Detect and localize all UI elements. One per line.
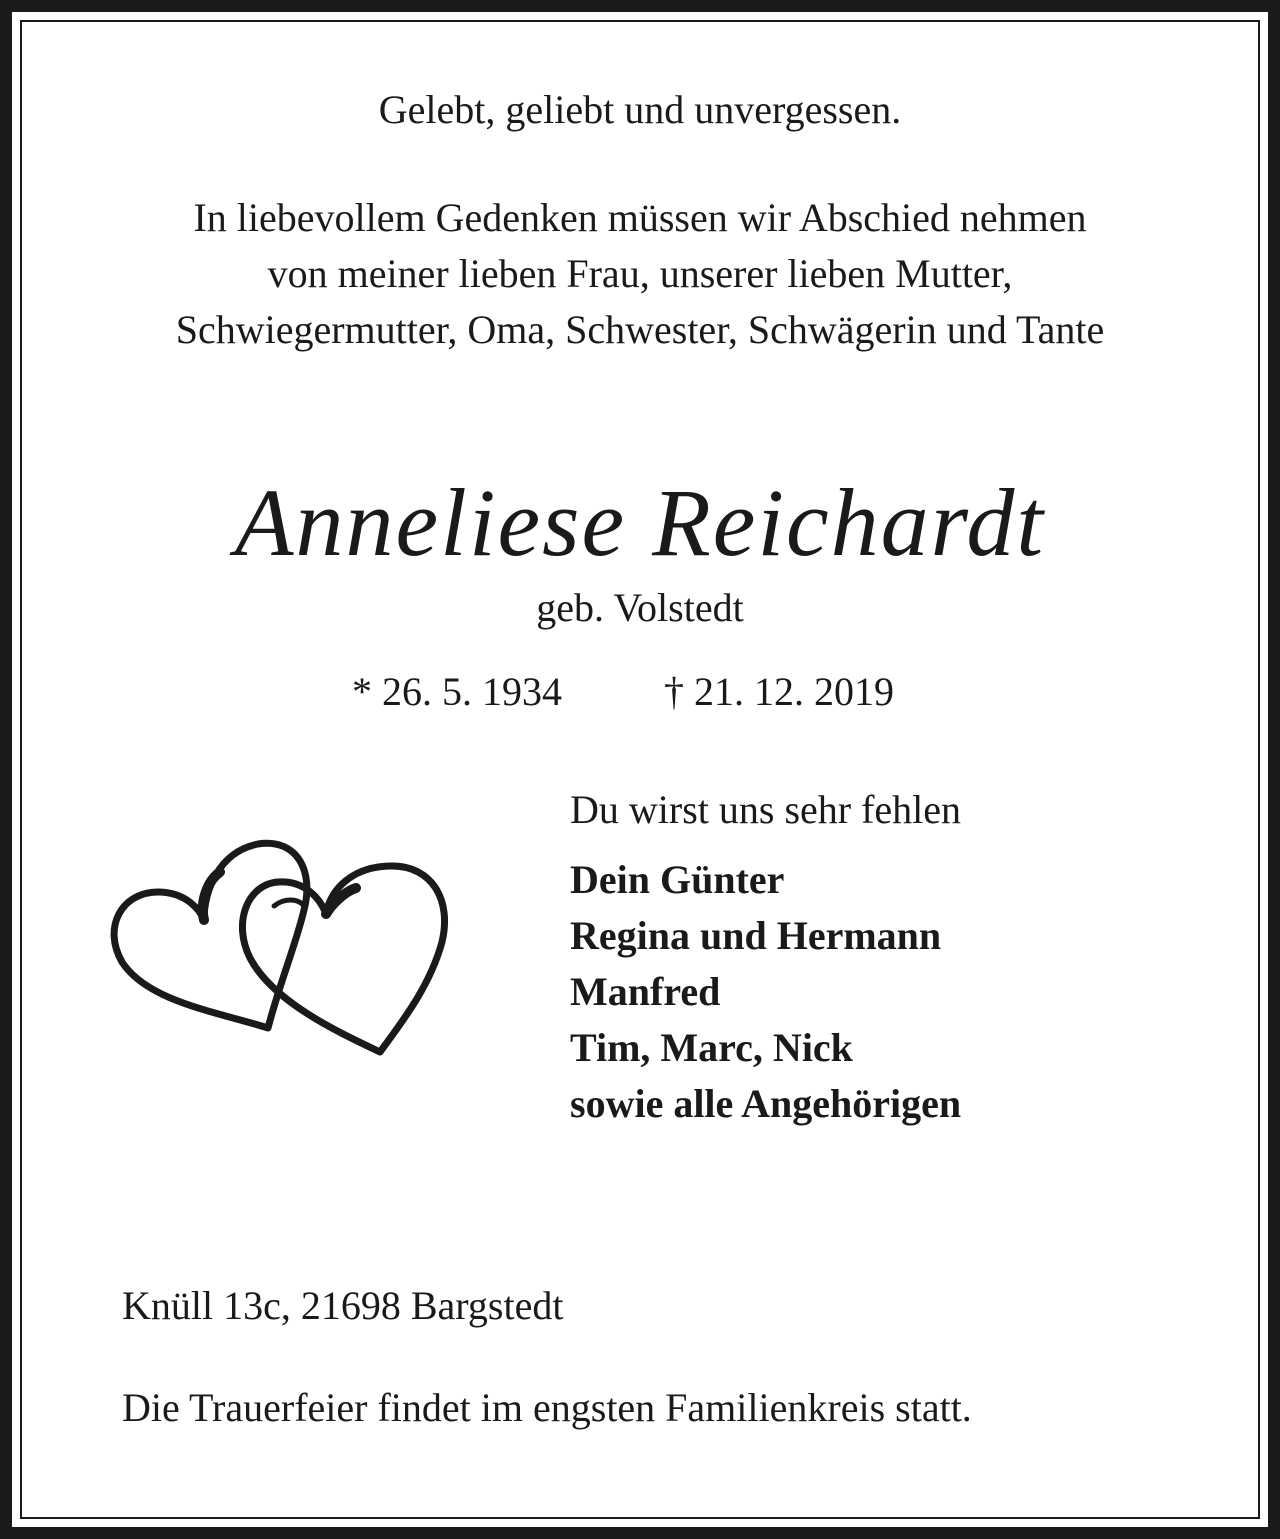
intro-text xyxy=(0,190,1280,358)
deceased-name: Anneliese Reichardt xyxy=(234,469,1046,576)
birth-date: * 26. 5. 1934 xyxy=(352,669,562,714)
mourner-line: Tim, Marc, Nick xyxy=(570,1025,853,1070)
mourner-line: sowie alle Angehörigen xyxy=(570,1081,962,1126)
mourner-line: Regina und Hermann xyxy=(570,913,942,958)
intro-line: Schwiegermutter, Oma, Schwester, Schwägerin und Tante xyxy=(175,307,1105,352)
death-date: † 21. 12. 2019 xyxy=(664,669,894,714)
service-note: Die Trauerfeier findet im engsten Familienkreis statt. xyxy=(122,1385,972,1430)
signoff-text: Du wirst uns sehr fehlen xyxy=(570,787,962,832)
intro-line: von meiner lieben Frau, unserer lieben Mutter, xyxy=(267,251,1013,296)
address: Knüll 13c, 21698 Bargstedt xyxy=(122,1283,564,1328)
mourner-line: Manfred xyxy=(570,969,721,1014)
mourners-list xyxy=(570,852,961,1132)
life-dates xyxy=(0,664,1280,720)
motto: Gelebt, geliebt und unvergessen. xyxy=(378,87,902,132)
maiden-name: geb. Volstedt xyxy=(536,585,744,630)
mourner-line: Dein Günter xyxy=(570,857,785,902)
two-hearts-icon xyxy=(108,832,460,1068)
intro-line: In liebevollem Gedenken müssen wir Abschied nehmen xyxy=(193,195,1087,240)
